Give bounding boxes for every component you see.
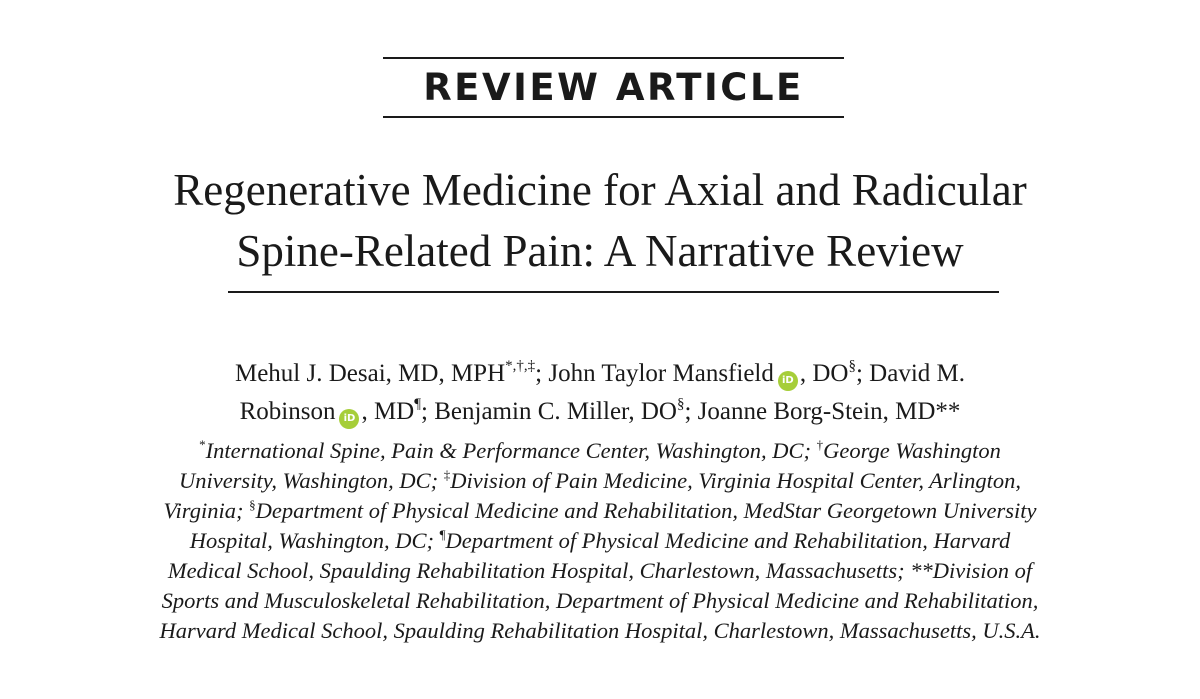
- affiliation-line: Sports and Musculoskeletal Rehabilitation, Department of Physical Medicine and Rehabilitation,: [161, 588, 1039, 613]
- header-rule-top: [383, 57, 844, 59]
- title-rule: [228, 291, 999, 293]
- affiliation-text: Hospital, Washington, DC;: [189, 528, 440, 553]
- affiliation-list: [40, 436, 1160, 646]
- author-miller: ; Benjamin C. Miller, DO: [421, 398, 677, 425]
- affiliation-line: [40, 526, 1160, 556]
- author-desai-marks: *,†,‡: [505, 357, 536, 374]
- affiliation-text: George Washington: [823, 438, 1001, 463]
- article-title: [40, 160, 1160, 282]
- affiliation-line: Harvard Medical School, Spaulding Rehabilitation Hospital, Charlestown, Massachusetts, U.S.A.: [159, 618, 1041, 643]
- author-mansfield-degree: , DO: [799, 360, 849, 387]
- orcid-icon[interactable]: iD: [778, 371, 798, 391]
- author-robinson-degree: , MD: [361, 398, 415, 425]
- header-rule-bottom: [383, 116, 844, 118]
- author-robinson-first: ; David M.: [855, 360, 966, 387]
- author-miller-marks: §: [676, 395, 685, 412]
- author-desai: Mehul J. Desai, MD, MPH: [234, 360, 506, 387]
- title-line-1: Regenerative Medicine for Axial and Radicular: [173, 165, 1027, 215]
- author-mansfield-marks: §: [848, 357, 856, 374]
- affiliation-line: [40, 466, 1160, 496]
- author-robinson-last: Robinson: [239, 398, 336, 425]
- affiliation-text: International Spine, Pain & Performance Center, Washington, DC;: [205, 438, 817, 463]
- affiliation-mark: ‡: [443, 466, 451, 482]
- affiliation-text: Department of Physical Medicine and Rehabilitation, Harvard: [445, 528, 1011, 553]
- affiliation-text: Virginia;: [163, 498, 250, 523]
- affiliation-line: [40, 436, 1160, 466]
- author-line-2: [40, 393, 1160, 431]
- author-list: [40, 355, 1160, 431]
- affiliation-mark: §: [249, 496, 256, 512]
- affiliation-text: Division of Pain Medicine, Virginia Hospital Center, Arlington,: [450, 468, 1022, 493]
- author-robinson-marks: ¶: [414, 395, 422, 412]
- author-borg-stein: ; Joanne Borg-Stein, MD**: [684, 398, 961, 425]
- author-mansfield: ; John Taylor Mansfield: [535, 360, 774, 387]
- author-line-1: [40, 355, 1160, 393]
- orcid-icon[interactable]: iD: [339, 409, 359, 429]
- affiliation-mark: ¶: [439, 526, 446, 542]
- affiliation-text: Department of Physical Medicine and Rehabilitation, MedStar Georgetown University: [255, 498, 1037, 523]
- title-line-2: Spine-Related Pain: A Narrative Review: [236, 226, 964, 276]
- affiliation-line: Medical School, Spaulding Rehabilitation Hospital, Charlestown, Massachusetts; **Division of: [167, 558, 1033, 583]
- affiliation-mark: *: [199, 436, 206, 452]
- affiliation-line: [40, 496, 1160, 526]
- article-type-heading: REVIEW ARTICLE: [423, 66, 804, 109]
- affiliation-mark: †: [816, 436, 824, 452]
- affiliation-text: University, Washington, DC;: [178, 468, 444, 493]
